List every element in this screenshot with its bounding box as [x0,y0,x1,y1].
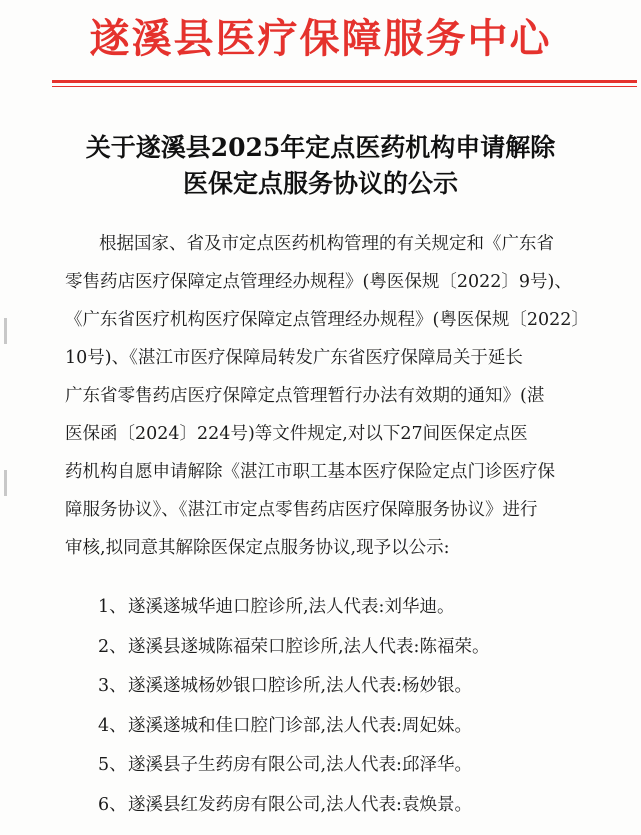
document-title-line-1: 关于遂溪县2025年定点医药机构申请解除 [85,133,556,162]
institution-list [98,588,618,825]
body-line: 审核,拟同意其解除医保定点服务协议,现予以公示: [65,538,450,558]
body-line: 根据国家、省及市定点医药机构管理的有关规定和《广东省 [99,234,554,254]
organization-header: 遂溪县医疗保障服务中心 [89,15,552,62]
list-item [98,628,618,668]
list-item-text: 遂溪县红发药房有限公司,法人代表:袁焕景。 [128,794,472,815]
document-title [0,130,641,202]
document-title-line-2: 医保定点服务协议的公示 [182,169,458,198]
list-item-number: 4、 [98,715,127,736]
list-item [98,667,618,707]
list-item-number: 6、 [98,794,127,815]
body-line: 零售药店医疗保障定点管理经办规程》(粤医保规〔2022〕9号)、 [65,272,572,292]
list-item-number: 2、 [98,636,127,657]
list-item-text: 遂溪县子生药房有限公司,法人代表:邱泽华。 [128,755,472,775]
header-divider-thin [52,86,637,87]
list-item-text: 遂溪县遂城陈福荣口腔诊所,法人代表:陈福荣。 [128,636,490,657]
body-line: 10号)、《湛江市医疗保障局转发广东省医疗保障局关于延长 [65,348,523,368]
list-item [98,786,618,826]
list-item [98,746,618,786]
list-item [98,588,618,628]
list-item-number: 5、 [98,755,127,775]
scan-margin-mark [4,470,7,496]
list-item-text: 遂溪遂城杨妙银口腔诊所,法人代表:杨妙银。 [128,676,472,696]
body-line: 广东省零售药店医疗保障定点管理暂行办法有效期的通知》(湛 [65,386,545,406]
body-paragraph [65,225,630,567]
list-item [98,707,618,747]
list-item-text: 遂溪遂城和佳口腔门诊部,法人代表:周妃妹。 [128,715,472,736]
body-line: 药机构自愿申请解除《湛江市职工基本医疗保险定点门诊医疗保 [65,462,555,482]
list-item-number: 3、 [98,676,127,696]
scan-margin-mark [4,318,7,344]
body-line: 医保函〔2024〕224号)等文件规定,对以下27间医保定点医 [65,424,528,444]
body-line: 《广东省医疗机构医疗保障定点管理经办规程》(粤医保规〔2022〕 [65,310,589,330]
list-item-text: 遂溪遂城华迪口腔诊所,法人代表:刘华迪。 [128,597,455,617]
body-line: 障服务协议》、《湛江市定点零售药店医疗保障服务协议》进行 [65,500,538,520]
list-item-number: 1、 [98,597,127,617]
header-divider-thick [52,80,637,83]
